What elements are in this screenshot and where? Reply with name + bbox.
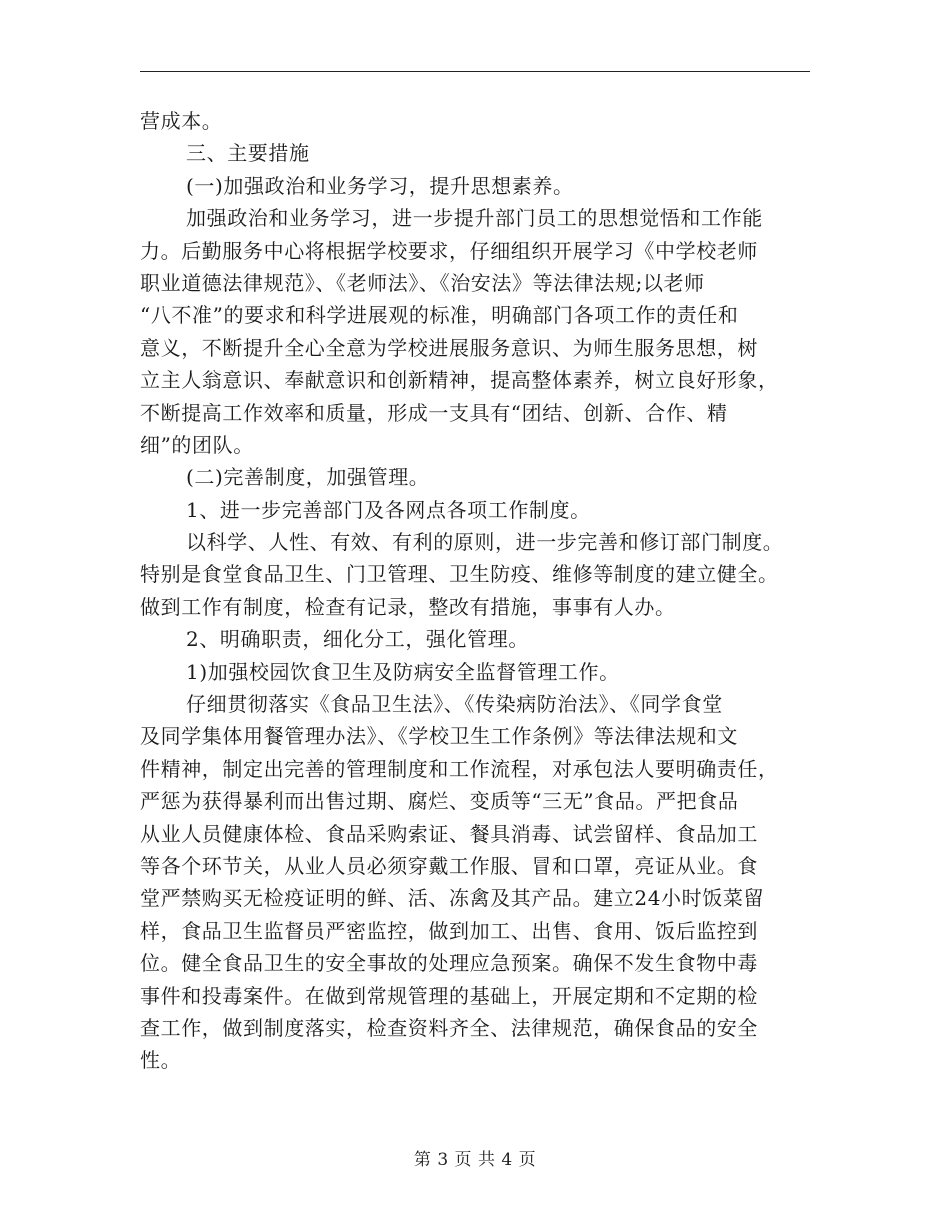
text-line-1: 营成本。 <box>140 109 223 133</box>
text-line-16: 做到工作有制度，检查有记录，整改有措施，事事有人办。 <box>140 594 676 619</box>
text-line-6: 职业道德法律规范》、《老师法》、《治安法》等法律法规;以老师 <box>140 270 705 295</box>
subsection-heading-1: (一)加强政治和业务学习，提升思想素养。 <box>186 173 574 198</box>
body-text <box>140 105 812 1077</box>
text-line-29: 查工作，做到制度落实，检查资料齐全、法律规范，确保食品的安全 <box>140 1015 758 1040</box>
text-line-24: 等各个环节关，从业人员必须穿戴工作服、冒和口罩，亮证从业。食 <box>140 853 758 878</box>
subsection-heading-2: (二)完善制度，加强管理。 <box>186 465 430 490</box>
item-heading-1: 1、进一步完善部门及各网点各项工作制度。 <box>186 497 591 522</box>
text-line-21: 件精神，制定出完善的管理制度和工作流程，对承包法人要明确责任， <box>140 756 779 781</box>
text-line-20: 及同学集体用餐管理办法》、《学校卫生工作条例》等法律法规和文 <box>140 724 738 749</box>
header-rule <box>140 71 810 72</box>
text-line-15: 特别是食堂食品卫生、门卫管理、卫生防疫、维修等制度的建立健全。 <box>140 562 779 587</box>
text-line-25: 堂严禁购买无检疫证明的鲜、活、冻禽及其产品。建立24小时饭菜留 <box>140 886 765 911</box>
text-line-27: 位。健全食品卫生的安全事故的处理应急预案。确保不发生食物中毒 <box>140 951 758 976</box>
section-heading: 三、主要措施 <box>186 141 310 166</box>
text-line-22: 严惩为获得暴利而出售过期、腐烂、变质等“三无”食品。严把食品 <box>140 789 739 814</box>
text-line-7: “八不准”的要求和科学进展观的标准，明确部门各项工作的责任和 <box>140 303 739 328</box>
text-line-9: 立主人翁意识、奉献意识和创新精神，提高整体素养，树立良好形象， <box>140 368 779 393</box>
text-line-4: 加强政治和业务学习，进一步提升部门员工的思想觉悟和工作能 <box>186 206 763 231</box>
text-line-14: 以科学、人性、有效、有利的原则，进一步完善和修订部门制度。 <box>186 530 784 555</box>
text-line-11: 细”的团队。 <box>140 432 254 457</box>
text-line-5: 力。后勤服务中心将根据学校要求，仔细组织开展学习《中学校老师 <box>140 238 758 263</box>
text-line-19: 仔细贯彻落实《食品卫生法》、《传染病防治法》、《同学食堂 <box>186 692 723 717</box>
page-number-footer: 第 3 页 共 4 页 <box>413 1150 537 1170</box>
text-line-10: 不断提高工作效率和质量，形成一支具有“团结、创新、合作、精 <box>140 400 728 425</box>
sub-item-heading-1: 1)加强校园饮食卫生及防病安全监督管理工作。 <box>186 659 620 684</box>
text-line-30: 性。 <box>140 1048 182 1073</box>
text-line-26: 样，食品卫生监督员严密监控，做到加工、出售、食用、饭后监控到 <box>140 918 758 943</box>
text-line-8: 意义，不断提升全心全意为学校进展服务意识、为师生服务思想，树 <box>140 335 758 360</box>
text-line-23: 从业人员健康体检、食品采购索证、餐具消毒、试尝留样、食品加工 <box>140 821 758 846</box>
text-line-28: 事件和投毒案件。在做到常规管理的基础上，开展定期和不定期的检 <box>140 983 758 1008</box>
item-heading-2: 2、明确职责，细化分工，强化管理。 <box>186 627 529 652</box>
